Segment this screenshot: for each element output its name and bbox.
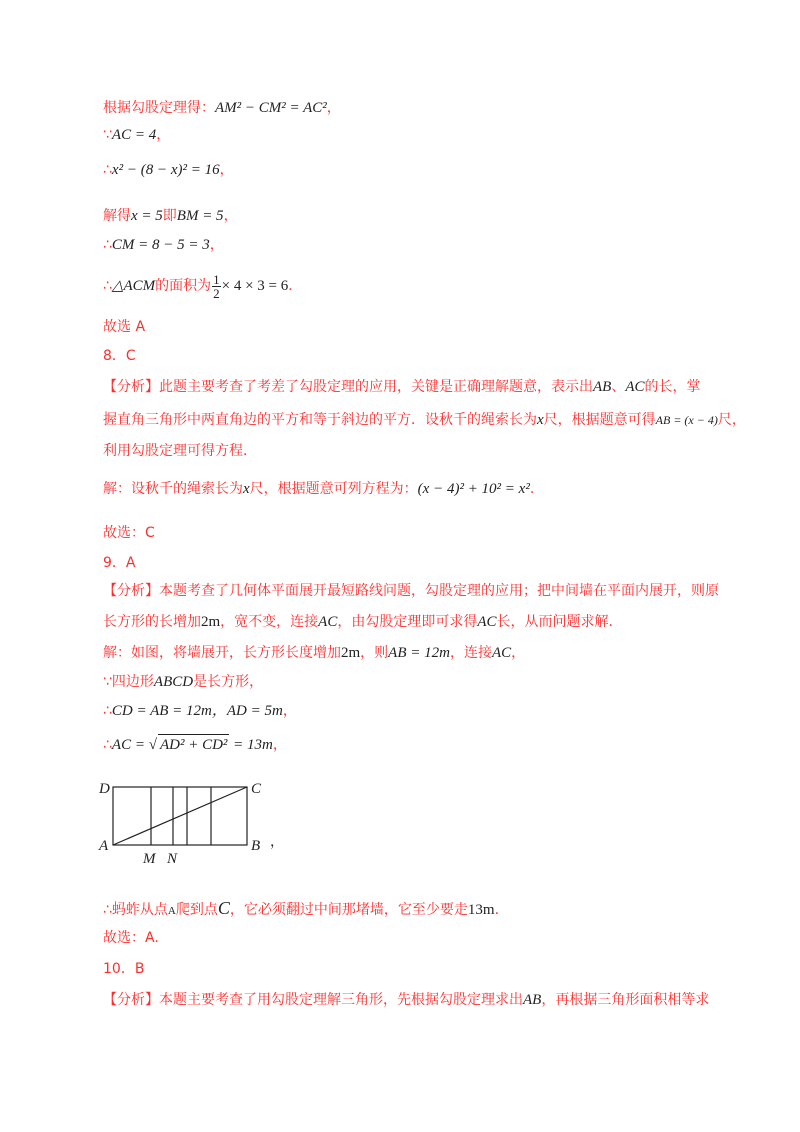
text: 即	[162, 208, 177, 224]
conclusion-9	[103, 898, 499, 921]
answer-9: 故选：A.	[103, 930, 159, 946]
solution-9-line3	[103, 701, 297, 721]
text: 【分析】本题主要考查了用勾股定理解三角形，先根据勾股定理求出	[103, 992, 523, 1008]
label-m: M	[143, 851, 156, 867]
segment-ab: AB	[593, 379, 612, 395]
analysis-9-line2	[103, 612, 623, 632]
segment-ac: AC	[491, 645, 512, 661]
equation: x² − (8 − x)² = 16	[111, 162, 220, 178]
label-b: B	[251, 838, 261, 854]
point-a: A	[167, 905, 176, 917]
punct: ，	[326, 100, 341, 116]
length: 2m	[341, 645, 361, 661]
punct: .	[529, 481, 535, 497]
line-pythagoras	[103, 98, 341, 118]
solution-8	[103, 479, 534, 499]
equation: BM = 5	[176, 208, 224, 224]
wall-diagram	[95, 775, 295, 870]
text: 爬到点	[175, 902, 218, 918]
equation: x = 5	[131, 208, 163, 224]
therefore-symbol: ∴	[103, 278, 112, 294]
answer-8: 故选：C	[103, 525, 155, 541]
question-10-heading: 10．B	[103, 961, 145, 977]
label-n: N	[167, 851, 178, 867]
punct: ，	[511, 645, 526, 661]
text: ∴蚂蚱从点	[103, 902, 168, 918]
segment-ac: AC	[625, 379, 645, 395]
punct: ，	[209, 237, 224, 253]
text: ∵四边形	[103, 674, 154, 690]
question-8-heading: 8．C	[103, 348, 136, 364]
sqrt-symbol: √	[148, 737, 157, 753]
answer-7: 故选 A	[103, 319, 146, 335]
variable-x: x	[537, 412, 544, 428]
text: 解：如图，将墙展开，长方形长度增加	[103, 645, 341, 661]
equation: AB = 12m	[388, 645, 450, 661]
text: 尺，	[717, 412, 746, 428]
text: 解得	[103, 208, 131, 224]
punct: ，	[219, 162, 234, 178]
text: 解：设秋千的绳索长为	[103, 481, 243, 497]
therefore-symbol: ∴	[103, 737, 112, 753]
point-c: C	[217, 898, 230, 918]
label-a: A	[99, 838, 109, 854]
text: ，再根据三角形面积相等求	[541, 992, 710, 1008]
variable-x: x	[243, 481, 250, 497]
quadrilateral-abcd: ABCD	[153, 674, 194, 690]
text: 是长方形，	[193, 674, 264, 690]
equation: CD = AB = 12m，AD = 5m	[111, 703, 283, 719]
figure-comma: ，	[270, 834, 284, 850]
because-symbol: ∵	[103, 127, 112, 143]
question-9-heading: 9．A	[103, 555, 136, 571]
length: 2m	[201, 614, 221, 630]
solution-9-line1	[103, 643, 525, 663]
fraction	[212, 273, 221, 300]
equation: AC = 4	[111, 127, 157, 143]
length: 13m	[467, 902, 495, 918]
equation: AC =	[111, 737, 149, 753]
analysis-8-line3: 利用勾股定理可得方程．	[103, 443, 257, 459]
text: 尺，根据题意可列方程为：	[249, 481, 418, 497]
text: 尺，根据题意可得	[543, 412, 656, 428]
analysis-8-line1	[103, 377, 701, 397]
punct: ，	[282, 703, 297, 719]
punct: ，	[272, 737, 287, 753]
text: 长，从而问题求解．	[496, 614, 623, 630]
line-cm	[103, 235, 224, 255]
line-area	[103, 272, 293, 300]
equation: CM = 8 − 5 = 3	[111, 237, 210, 253]
text: 根据勾股定理得：	[103, 100, 215, 116]
text: 的面积为	[155, 278, 212, 294]
denominator: 2	[213, 285, 220, 301]
diagonal-ac	[113, 787, 247, 845]
solution-9-line4	[103, 734, 287, 755]
text: 长方形的长增加	[103, 614, 201, 630]
text: ，它必须翻过中间那堵墙，它至少要走	[229, 902, 468, 918]
text: ，由勾股定理即可求得	[337, 614, 478, 630]
segment-ab: AB	[523, 992, 542, 1008]
solution-9-line2	[103, 672, 263, 692]
punct: .	[494, 902, 500, 918]
analysis-10-line1	[103, 990, 709, 1010]
line-ac-value	[103, 125, 170, 145]
punct: ，	[223, 208, 238, 224]
text: 【分析】此题主要考查了考差了勾股定理的应用，关键是正确理解题意，表示出	[103, 379, 593, 395]
equation: AB = (x − 4)	[655, 413, 718, 427]
therefore-symbol: ∴	[103, 237, 112, 253]
text: ，连接	[449, 645, 492, 661]
text: 握直角三角形中两直角边的平方和等于斜边的平方．设秋千的绳索长为	[103, 412, 537, 428]
equation: × 4 × 3 = 6	[221, 278, 289, 294]
label-c: C	[251, 781, 262, 797]
punct: ，	[156, 127, 171, 143]
analysis-8-line2	[103, 410, 746, 430]
text: 的长，掌	[644, 379, 701, 395]
line-solve	[103, 206, 238, 226]
equation: = 13m	[229, 737, 273, 753]
punct: 、	[611, 379, 626, 395]
punct: .	[288, 278, 293, 294]
numerator: 1	[213, 271, 220, 287]
text: ，则	[360, 645, 389, 661]
therefore-symbol: ∴	[103, 162, 112, 178]
equation: (x − 4)² + 10² = x²	[417, 481, 530, 497]
equation: AM² − CM² = AC²	[215, 100, 327, 116]
triangle-acm: △ACM	[111, 278, 156, 294]
text: ，宽不变，连接	[220, 614, 319, 630]
analysis-9-line1: 【分析】本题考查了几何体平面展开最短路线问题，勾股定理的应用；把中间墙在平面内展开，则原	[103, 583, 719, 599]
radicand: AD² + CD²	[158, 734, 229, 755]
therefore-symbol: ∴	[103, 703, 112, 719]
line-equation	[103, 160, 234, 180]
label-d: D	[99, 781, 110, 797]
segment-ac: AC	[318, 614, 338, 630]
segment-ac: AC	[477, 614, 497, 630]
